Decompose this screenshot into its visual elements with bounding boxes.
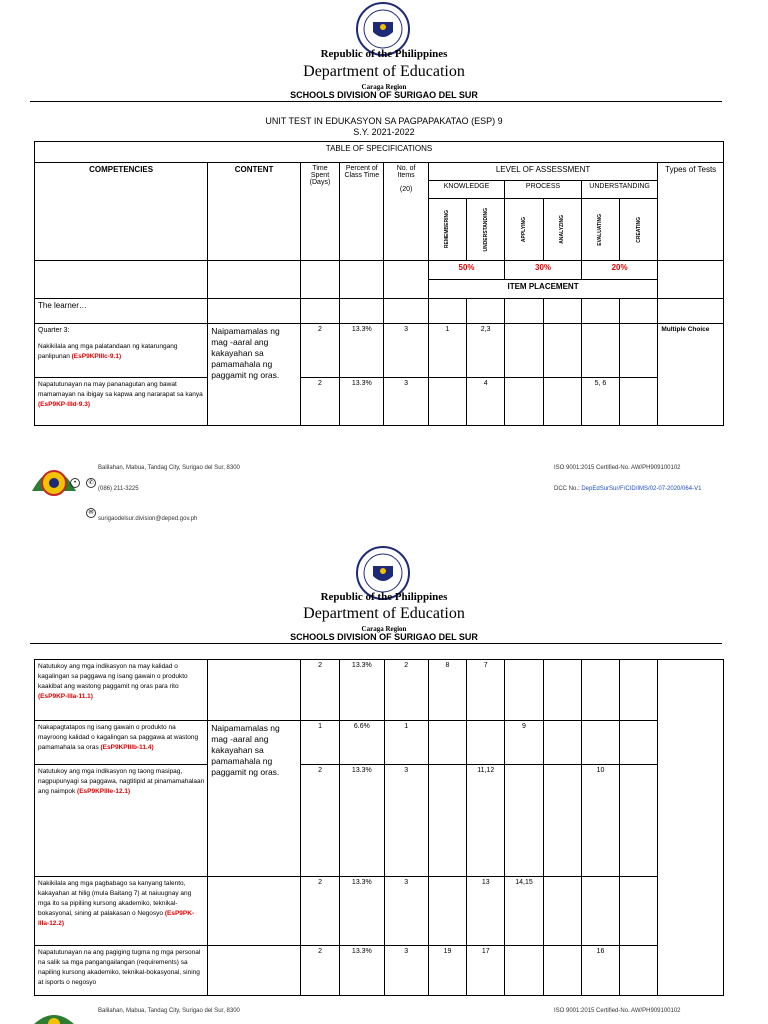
remembering-cell bbox=[428, 721, 466, 765]
understanding-cell: 11,12 bbox=[467, 765, 505, 877]
footer-phone: (086) 211-3225 bbox=[98, 486, 139, 492]
item-placement-label: ITEM PLACEMENT bbox=[428, 280, 658, 299]
division-label: SCHOOLS DIVISION OF SURIGAO DEL SUR bbox=[290, 632, 478, 642]
tos-table-page2 bbox=[34, 659, 724, 996]
creating-cell bbox=[620, 324, 658, 378]
pct-understanding: 20% bbox=[581, 261, 658, 280]
remembering-cell bbox=[428, 765, 466, 877]
competency-cell bbox=[35, 378, 208, 426]
percent-cell: 13.3% bbox=[340, 660, 384, 721]
sub-creating: CREATING bbox=[635, 216, 642, 243]
division-label: SCHOOLS DIVISION OF SURIGAO DEL SUR bbox=[290, 90, 478, 100]
competency-cell bbox=[35, 324, 208, 378]
competency-text: Natutukoy ang mga indikasyon ng taong masipag, nagpupunyagi sa paggawa, nagtitipid at pinamamahalaan ang naimpok bbox=[38, 768, 205, 795]
understanding-cell bbox=[467, 721, 505, 765]
competency-code: (EsP9KPIIIe-12.1) bbox=[77, 788, 131, 795]
percent-cell: 13.3% bbox=[340, 877, 384, 946]
competency-cell bbox=[35, 660, 208, 721]
remembering-cell: 19 bbox=[428, 946, 466, 996]
competency-code: (EsP9KPIIIb-11.4) bbox=[100, 744, 154, 751]
remembering-cell: 1 bbox=[428, 324, 466, 378]
competency-cell bbox=[35, 765, 208, 877]
items-cell: 3 bbox=[384, 765, 428, 877]
republic-label: Republic of the Philippines bbox=[320, 48, 448, 60]
creating-cell bbox=[620, 378, 658, 426]
department-label: Department of Education bbox=[303, 605, 465, 622]
pct-knowledge: 50% bbox=[428, 261, 505, 280]
applying-cell: 14,15 bbox=[505, 877, 543, 946]
republic-label: Republic of the Philippines bbox=[320, 591, 448, 603]
table-row bbox=[35, 946, 724, 996]
evaluating-cell bbox=[581, 877, 619, 946]
no-items-total: (20) bbox=[399, 186, 413, 193]
understanding-cell: 17 bbox=[467, 946, 505, 996]
applying-cell bbox=[505, 324, 543, 378]
analyzing-cell bbox=[543, 721, 581, 765]
tos-table-page1 bbox=[34, 141, 724, 426]
remembering-cell: 8 bbox=[428, 660, 466, 721]
type-cell: Multiple Choice bbox=[658, 324, 724, 426]
creating-cell bbox=[620, 765, 658, 877]
evaluating-cell: 10 bbox=[581, 765, 619, 877]
items-cell: 1 bbox=[384, 721, 428, 765]
page-2 bbox=[0, 540, 768, 1024]
quarter-label: Quarter 3: bbox=[38, 327, 70, 334]
analyzing-cell bbox=[543, 660, 581, 721]
evaluating-cell: 5, 6 bbox=[581, 378, 619, 426]
creating-cell bbox=[620, 877, 658, 946]
competency-code: (EsP9KP-IIId-9.3) bbox=[38, 401, 91, 408]
days-cell: 2 bbox=[300, 660, 339, 721]
days-cell: 2 bbox=[300, 946, 339, 996]
competency-cell bbox=[35, 877, 208, 946]
applying-cell: 9 bbox=[505, 721, 543, 765]
col-time-spent: Time Spent (Days) bbox=[300, 163, 339, 261]
school-year: S.Y. 2021-2022 bbox=[353, 127, 415, 137]
understanding-cell: 7 bbox=[467, 660, 505, 721]
footer-iso: ISO 9001:2015 Certified-No. AW/PH909100102 bbox=[554, 1008, 681, 1014]
col-types: Types of Tests bbox=[658, 163, 724, 261]
creating-cell bbox=[620, 660, 658, 721]
phone-icon: ✆ bbox=[86, 478, 96, 488]
table-row bbox=[35, 378, 724, 426]
remembering-cell bbox=[428, 877, 466, 946]
table-row bbox=[35, 877, 724, 946]
col-understanding: UNDERSTANDING bbox=[581, 181, 658, 199]
competency-text: Nakikilala ang mga pagbabago sa kanyang talento, kakayahan at hilig (mula Baitang 7) at naiuugnay ang mga ito sa pipiliing kursong akademiko, teknikal-bokasyonal, sining at palakasan o Negosyo bbox=[38, 880, 192, 917]
location-icon: • bbox=[70, 478, 80, 488]
tos-heading: TABLE OF SPECIFICATIONS bbox=[35, 142, 724, 163]
region-label: Caraga Region bbox=[361, 83, 407, 91]
footer-iso: ISO 9001:2015 Certified-No. AW/PH909100102 bbox=[554, 465, 681, 471]
understanding-cell: 2,3 bbox=[467, 324, 505, 378]
col-percent: Percent of Class Time bbox=[340, 163, 384, 261]
items-cell: 3 bbox=[384, 324, 428, 378]
dcc-link[interactable]: DepEdSurSur/F/CID/IMS/02-07-2020/064-V1 bbox=[581, 486, 702, 492]
days-cell: 2 bbox=[300, 324, 339, 378]
sub-remembering: REMEMBERING bbox=[444, 210, 451, 249]
applying-cell bbox=[505, 765, 543, 877]
understanding-cell: 13 bbox=[467, 877, 505, 946]
percent-cell: 13.3% bbox=[340, 765, 384, 877]
percent-cell: 13.3% bbox=[340, 324, 384, 378]
region-label: Caraga Region bbox=[361, 625, 407, 633]
evaluating-cell bbox=[581, 324, 619, 378]
competency-text: Natutukoy ang mga indikasyon na may kalidad o kagalingan sa paggawa ng isang gawain o produkto kaakibat ang wastong paggamit ng oras para rito bbox=[38, 663, 188, 690]
competency-text: Nakikilala ang mga palatandaan ng katarungang panlipunan bbox=[38, 343, 178, 360]
sub-applying: APPLYING bbox=[520, 216, 527, 243]
competency-text: Napatutunayan na ang pagiging tugma ng mga personal na salik sa mga pangangailangan (requirements) sa napiling kursong akademiko, teknikal-bokasyonal, sining at isports o negosyo bbox=[38, 949, 201, 986]
competency-text: Napatutunayan na may pananagutan ang bawat mamamayan na ibigay sa kapwa ang nararapat sa kanya bbox=[38, 381, 203, 398]
header-rule bbox=[30, 643, 722, 644]
table-row bbox=[35, 660, 724, 721]
competency-code: (EsP9PK-IIIa-12.2) bbox=[38, 910, 195, 927]
pct-process: 30% bbox=[505, 261, 582, 280]
items-cell: 3 bbox=[384, 877, 428, 946]
no-items-label: No. of Items bbox=[396, 165, 416, 179]
percent-cell: 13.3% bbox=[340, 378, 384, 426]
learner-label: The learner… bbox=[35, 299, 208, 324]
col-content: CONTENT bbox=[208, 163, 301, 261]
creating-cell bbox=[620, 721, 658, 765]
dcc-label: DCC No.: bbox=[554, 486, 582, 492]
sub-evaluating: EVALUATING bbox=[597, 213, 604, 246]
remembering-cell bbox=[428, 378, 466, 426]
col-process: PROCESS bbox=[505, 181, 582, 199]
applying-cell bbox=[505, 378, 543, 426]
evaluating-cell bbox=[581, 721, 619, 765]
competency-text: Nakapagtatapos ng isang gawain o produkto na mayroong kalidad o kagalingan sa paggawa at wastong pamamahala sa oras bbox=[38, 724, 199, 751]
footer-address: Balilahan, Mabua, Tandag City, Surigao del Sur, 8300 bbox=[98, 465, 240, 471]
division-logo-icon bbox=[30, 457, 78, 499]
percent-cell: 6.6% bbox=[340, 721, 384, 765]
table-row bbox=[35, 324, 724, 378]
competency-code: (EsP9KP-IIIa-11.1) bbox=[38, 693, 93, 700]
days-cell: 2 bbox=[300, 765, 339, 877]
analyzing-cell bbox=[543, 765, 581, 877]
items-cell: 3 bbox=[384, 946, 428, 996]
division-logo-icon bbox=[30, 1012, 78, 1024]
competency-cell bbox=[35, 721, 208, 765]
items-cell: 3 bbox=[384, 378, 428, 426]
table-row bbox=[35, 721, 724, 765]
analyzing-cell bbox=[543, 324, 581, 378]
evaluating-cell bbox=[581, 660, 619, 721]
applying-cell bbox=[505, 660, 543, 721]
email-icon: ✉ bbox=[86, 508, 96, 518]
content-cell: Naipamamalas ng mag -aaral ang kakayahan sa pamamahala ng paggamit ng oras. bbox=[208, 324, 301, 426]
analyzing-cell bbox=[543, 877, 581, 946]
applying-cell bbox=[505, 946, 543, 996]
col-competencies: COMPETENCIES bbox=[35, 163, 208, 261]
col-knowledge: KNOWLEDGE bbox=[428, 181, 505, 199]
footer-address: Balilahan, Mabua, Tandag City, Surigao del Sur, 8300 bbox=[98, 1008, 240, 1014]
footer-email: surigaodelsur.division@deped.gov.ph bbox=[98, 516, 198, 522]
footer-dcc bbox=[554, 486, 701, 492]
test-title: UNIT TEST IN EDUKASYON SA PAGPAPAKATAO (ESP) 9 bbox=[265, 116, 503, 126]
analyzing-cell bbox=[543, 378, 581, 426]
content-cell: Naipamamalas ng mag -aaral ang kakayahan sa pamamahala ng paggamit ng oras. bbox=[208, 721, 301, 877]
days-cell: 2 bbox=[300, 877, 339, 946]
department-label: Department of Education bbox=[303, 63, 465, 80]
evaluating-cell: 16 bbox=[581, 946, 619, 996]
col-level-assessment: LEVEL OF ASSESSMENT bbox=[428, 163, 658, 181]
days-cell: 2 bbox=[300, 378, 339, 426]
sub-understanding: UNDERSTANDING bbox=[482, 207, 489, 252]
sub-analyzing: ANALYZING bbox=[559, 215, 566, 244]
days-cell: 1 bbox=[300, 721, 339, 765]
col-no-items bbox=[384, 163, 428, 261]
items-cell: 2 bbox=[384, 660, 428, 721]
header-rule bbox=[30, 101, 722, 102]
table-row bbox=[35, 765, 724, 877]
competency-code: (EsP9KPIIIc-9.1) bbox=[71, 353, 122, 360]
understanding-cell: 4 bbox=[467, 378, 505, 426]
percent-cell: 13.3% bbox=[340, 946, 384, 996]
analyzing-cell bbox=[543, 946, 581, 996]
competency-cell bbox=[35, 946, 208, 996]
creating-cell bbox=[620, 946, 658, 996]
